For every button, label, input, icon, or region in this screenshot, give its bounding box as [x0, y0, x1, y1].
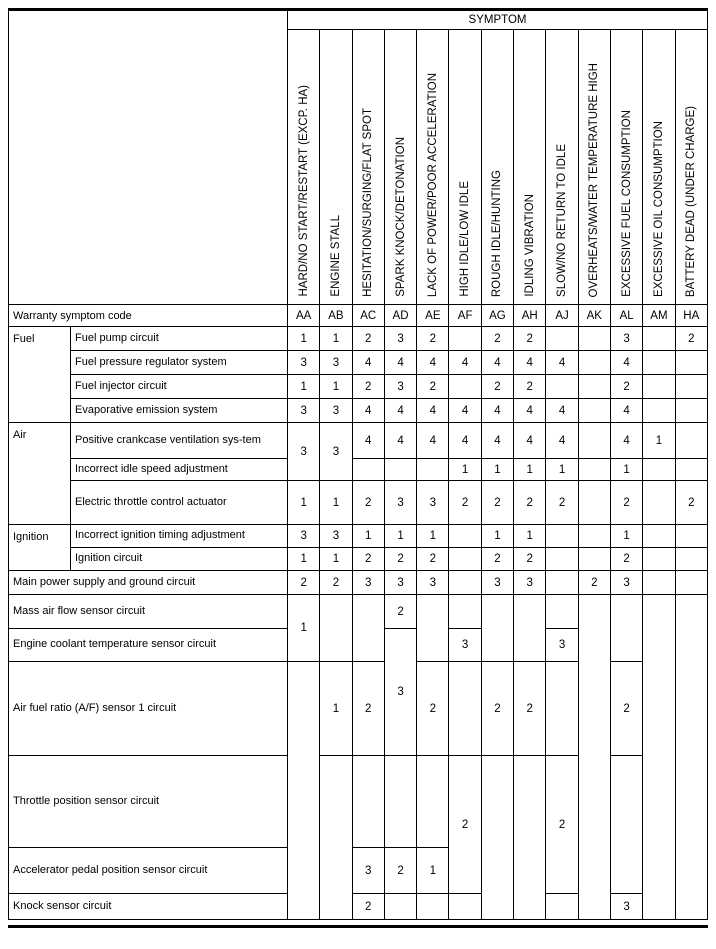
- symptom-code-cell: AD: [384, 305, 416, 327]
- value-cell: 3: [384, 629, 416, 756]
- value-cell: 2: [610, 548, 642, 571]
- page-bottom-rule: [8, 925, 708, 928]
- symptom-column-label: IDLING VIBRATION: [523, 194, 536, 297]
- value-cell: 3: [288, 423, 320, 481]
- value-cell: [675, 399, 707, 423]
- item-label-cell: Throttle position sensor circuit: [9, 756, 288, 848]
- item-label-cell: Ignition circuit: [71, 548, 288, 571]
- value-cell: 4: [481, 423, 513, 459]
- symptom-code-cell: AM: [643, 305, 675, 327]
- value-cell: 1: [288, 327, 320, 351]
- table-row: [9, 571, 708, 595]
- value-cell: [578, 548, 610, 571]
- item-label-cell: Incorrect ignition timing adjustment: [71, 525, 288, 548]
- symptom-column-header: [417, 30, 449, 305]
- value-cell: [578, 351, 610, 375]
- value-cell: 1: [288, 595, 320, 662]
- value-cell: [449, 375, 481, 399]
- value-cell: [675, 375, 707, 399]
- value-cell: [546, 595, 578, 629]
- value-cell: 2: [417, 662, 449, 756]
- value-cell: 2: [320, 571, 352, 595]
- value-cell: 4: [449, 351, 481, 375]
- value-cell: 4: [384, 399, 416, 423]
- value-cell: [546, 571, 578, 595]
- symptom-code-cell: AB: [320, 305, 352, 327]
- value-cell: 2: [481, 548, 513, 571]
- table-row: [9, 351, 708, 375]
- value-cell: [546, 662, 578, 756]
- value-cell: 2: [610, 481, 642, 525]
- value-cell: 4: [546, 351, 578, 375]
- table-row: [9, 525, 708, 548]
- value-cell: [643, 595, 675, 920]
- symptom-code-cell: AJ: [546, 305, 578, 327]
- table-row: [9, 459, 708, 481]
- value-cell: 1: [514, 525, 546, 548]
- value-cell: 3: [384, 375, 416, 399]
- symptom-column-label: HARD/NO START/RESTART (EXCP. HA): [297, 85, 310, 297]
- value-cell: [643, 548, 675, 571]
- value-cell: 4: [546, 399, 578, 423]
- value-cell: 2: [610, 375, 642, 399]
- value-cell: 4: [610, 399, 642, 423]
- value-cell: 3: [514, 571, 546, 595]
- symptom-column-header: [546, 30, 578, 305]
- value-cell: [610, 595, 642, 662]
- item-label-cell: Knock sensor circuit: [9, 894, 288, 920]
- table-row: [9, 305, 708, 327]
- value-cell: [578, 525, 610, 548]
- value-cell: [352, 756, 384, 848]
- item-label-cell: Fuel pump circuit: [71, 327, 288, 351]
- value-cell: [643, 481, 675, 525]
- value-cell: 2: [514, 481, 546, 525]
- value-cell: 3: [288, 525, 320, 548]
- category-cell: Fuel: [9, 327, 71, 423]
- value-cell: 4: [514, 399, 546, 423]
- symptom-column-label: ENGINE STALL: [329, 215, 342, 297]
- symptom-code-cell: AH: [514, 305, 546, 327]
- value-cell: [449, 548, 481, 571]
- value-cell: [546, 894, 578, 920]
- value-cell: 3: [352, 571, 384, 595]
- value-cell: [417, 894, 449, 920]
- table-row: [9, 327, 708, 351]
- value-cell: [643, 571, 675, 595]
- value-cell: [643, 459, 675, 481]
- value-cell: [643, 525, 675, 548]
- table-row: [9, 399, 708, 423]
- item-label-cell: Positive crankcase ventilation sys-tem: [71, 423, 288, 459]
- value-cell: [546, 375, 578, 399]
- value-cell: 2: [384, 548, 416, 571]
- item-label-cell: Fuel injector circuit: [71, 375, 288, 399]
- value-cell: 2: [288, 571, 320, 595]
- symptom-column-label: SLOW/NO RETURN TO IDLE: [555, 144, 568, 297]
- value-cell: [578, 481, 610, 525]
- table-row: [9, 481, 708, 525]
- value-cell: 4: [352, 423, 384, 459]
- value-cell: 4: [546, 423, 578, 459]
- symptom-column-label: HIGH IDLE/LOW IDLE: [459, 181, 472, 297]
- symptom-column-header: [384, 30, 416, 305]
- symptom-code-cell: AK: [578, 305, 610, 327]
- value-cell: 3: [288, 351, 320, 375]
- value-cell: [643, 327, 675, 351]
- value-cell: 1: [481, 525, 513, 548]
- item-label-cell: Air fuel ratio (A/F) sensor 1 circuit: [9, 662, 288, 756]
- value-cell: 4: [481, 399, 513, 423]
- item-label-cell: Incorrect idle speed adjustment: [71, 459, 288, 481]
- value-cell: 1: [417, 525, 449, 548]
- value-cell: 1: [352, 525, 384, 548]
- value-cell: 3: [320, 351, 352, 375]
- item-label-cell: Accelerator pedal position sensor circuit: [9, 848, 288, 894]
- value-cell: [578, 327, 610, 351]
- value-cell: 3: [352, 848, 384, 894]
- value-cell: [578, 423, 610, 459]
- value-cell: 2: [384, 848, 416, 894]
- symptom-code-cell: HA: [675, 305, 707, 327]
- value-cell: [578, 595, 610, 920]
- value-cell: [320, 595, 352, 662]
- value-cell: 3: [288, 399, 320, 423]
- value-cell: 4: [449, 399, 481, 423]
- symptom-column-header: [481, 30, 513, 305]
- value-cell: 1: [288, 375, 320, 399]
- value-cell: 1: [288, 481, 320, 525]
- symptom-column-label: HESITATION/SURGING/FLAT SPOT: [362, 108, 375, 297]
- symptom-column-label: ROUGH IDLE/HUNTING: [491, 169, 504, 297]
- value-cell: 3: [417, 571, 449, 595]
- value-cell: 2: [352, 375, 384, 399]
- value-cell: 4: [514, 423, 546, 459]
- value-cell: 3: [384, 327, 416, 351]
- table-row: [9, 423, 708, 459]
- value-cell: [675, 459, 707, 481]
- value-cell: [320, 756, 352, 920]
- value-cell: [675, 423, 707, 459]
- value-cell: 2: [514, 327, 546, 351]
- value-cell: 4: [514, 351, 546, 375]
- value-cell: [643, 399, 675, 423]
- value-cell: 2: [449, 481, 481, 525]
- value-cell: 2: [514, 375, 546, 399]
- value-cell: 1: [384, 525, 416, 548]
- value-cell: [417, 595, 449, 662]
- symptom-code-cell: AE: [417, 305, 449, 327]
- value-cell: 1: [514, 459, 546, 481]
- value-cell: [514, 756, 546, 920]
- value-cell: 4: [384, 351, 416, 375]
- value-cell: 1: [320, 375, 352, 399]
- value-cell: 1: [320, 662, 352, 756]
- value-cell: 2: [481, 375, 513, 399]
- value-cell: 2: [352, 662, 384, 756]
- value-cell: 3: [320, 423, 352, 481]
- table-row: [9, 548, 708, 571]
- value-cell: 2: [352, 327, 384, 351]
- symptom-column-header: [320, 30, 352, 305]
- warranty-symptom-code-label: Warranty symptom code: [9, 305, 288, 327]
- item-label-cell: Mass air flow sensor circuit: [9, 595, 288, 629]
- symptom-column-header: [675, 30, 707, 305]
- symptom-table-body: [9, 10, 708, 920]
- value-cell: [675, 351, 707, 375]
- value-cell: 1: [643, 423, 675, 459]
- value-cell: 2: [675, 327, 707, 351]
- value-cell: [417, 756, 449, 848]
- value-cell: 3: [417, 481, 449, 525]
- value-cell: 2: [352, 894, 384, 920]
- value-cell: 3: [320, 399, 352, 423]
- item-label-cell: Fuel pressure regulator system: [71, 351, 288, 375]
- value-cell: 4: [417, 351, 449, 375]
- item-label-cell: Main power supply and ground circuit: [9, 571, 288, 595]
- value-cell: 4: [481, 351, 513, 375]
- value-cell: 4: [352, 351, 384, 375]
- value-cell: 3: [610, 327, 642, 351]
- value-cell: [546, 525, 578, 548]
- value-cell: 4: [417, 423, 449, 459]
- service-manual-page: [8, 8, 710, 928]
- value-cell: [449, 662, 481, 756]
- symptom-column-label: SPARK KNOCK/DETONATION: [394, 137, 407, 297]
- symptom-column-header: [610, 30, 642, 305]
- value-cell: [449, 595, 481, 629]
- value-cell: 2: [481, 327, 513, 351]
- symptom-code-cell: AL: [610, 305, 642, 327]
- value-cell: [352, 595, 384, 662]
- item-label-cell: Electric throttle control actuator: [71, 481, 288, 525]
- value-cell: [449, 571, 481, 595]
- value-cell: 1: [546, 459, 578, 481]
- category-cell: Air: [9, 423, 71, 525]
- value-cell: 3: [481, 571, 513, 595]
- value-cell: [352, 459, 384, 481]
- value-cell: [449, 327, 481, 351]
- symptom-column-header: [643, 30, 675, 305]
- value-cell: [514, 595, 546, 662]
- symptom-column-header: [514, 30, 546, 305]
- symptom-diagnosis-table: [8, 8, 708, 920]
- value-cell: 1: [481, 459, 513, 481]
- value-cell: [384, 894, 416, 920]
- value-cell: 1: [320, 548, 352, 571]
- value-cell: 2: [417, 327, 449, 351]
- value-cell: 1: [320, 481, 352, 525]
- value-cell: 1: [610, 525, 642, 548]
- value-cell: 1: [288, 548, 320, 571]
- value-cell: 3: [384, 571, 416, 595]
- value-cell: [417, 459, 449, 481]
- value-cell: 3: [320, 525, 352, 548]
- value-cell: [675, 571, 707, 595]
- value-cell: [578, 375, 610, 399]
- value-cell: 4: [417, 399, 449, 423]
- category-cell: Ignition: [9, 525, 71, 571]
- value-cell: [675, 548, 707, 571]
- table-row: [9, 595, 708, 629]
- value-cell: [384, 756, 416, 848]
- value-cell: [481, 756, 513, 920]
- symptom-column-label: EXCESSIVE FUEL CONSUMPTION: [620, 110, 633, 297]
- value-cell: [675, 525, 707, 548]
- value-cell: 2: [417, 375, 449, 399]
- table-row: [9, 10, 708, 30]
- symptom-column-header: [578, 30, 610, 305]
- value-cell: [643, 375, 675, 399]
- value-cell: 2: [352, 481, 384, 525]
- value-cell: 2: [481, 481, 513, 525]
- corner-cell: [9, 10, 288, 305]
- value-cell: [384, 459, 416, 481]
- value-cell: 2: [675, 481, 707, 525]
- value-cell: 2: [546, 756, 578, 894]
- value-cell: 3: [610, 894, 642, 920]
- item-label-cell: Evaporative emission system: [71, 399, 288, 423]
- symptom-column-label: EXCESSIVE OIL CONSUMPTION: [652, 121, 665, 297]
- item-label-cell: Engine coolant temperature sensor circuit: [9, 629, 288, 662]
- value-cell: 2: [578, 571, 610, 595]
- value-cell: [578, 399, 610, 423]
- value-cell: 3: [610, 571, 642, 595]
- value-cell: 2: [384, 595, 416, 629]
- value-cell: 3: [546, 629, 578, 662]
- value-cell: 2: [514, 548, 546, 571]
- symptom-code-cell: AC: [352, 305, 384, 327]
- value-cell: [643, 351, 675, 375]
- value-cell: 4: [610, 423, 642, 459]
- value-cell: [449, 525, 481, 548]
- symptom-column-header: [352, 30, 384, 305]
- value-cell: 4: [384, 423, 416, 459]
- symptom-code-cell: AF: [449, 305, 481, 327]
- value-cell: 1: [449, 459, 481, 481]
- value-cell: 2: [352, 548, 384, 571]
- symptom-code-cell: AG: [481, 305, 513, 327]
- symptom-column-label: BATTERY DEAD (UNDER CHARGE): [685, 105, 698, 297]
- value-cell: [578, 459, 610, 481]
- value-cell: [481, 595, 513, 662]
- symptom-column-header: [288, 30, 320, 305]
- value-cell: 2: [610, 662, 642, 756]
- value-cell: 4: [352, 399, 384, 423]
- value-cell: 1: [320, 327, 352, 351]
- symptom-column-label: LACK OF POWER/POOR ACCELERATION: [426, 72, 439, 297]
- symptom-column-label: OVERHEATS/WATER TEMPERATURE HIGH: [588, 62, 601, 297]
- value-cell: 2: [514, 662, 546, 756]
- value-cell: 2: [481, 662, 513, 756]
- value-cell: [546, 327, 578, 351]
- value-cell: 4: [610, 351, 642, 375]
- value-cell: 1: [417, 848, 449, 894]
- symptom-column-header: [449, 30, 481, 305]
- value-cell: [546, 548, 578, 571]
- value-cell: 3: [384, 481, 416, 525]
- value-cell: [610, 756, 642, 894]
- symptom-code-cell: AA: [288, 305, 320, 327]
- value-cell: 4: [449, 423, 481, 459]
- value-cell: [288, 662, 320, 920]
- value-cell: [675, 595, 707, 920]
- value-cell: 3: [449, 629, 481, 662]
- table-row: [9, 375, 708, 399]
- symptom-header: SYMPTOM: [288, 10, 708, 30]
- value-cell: 1: [610, 459, 642, 481]
- value-cell: [449, 894, 481, 920]
- value-cell: 2: [417, 548, 449, 571]
- value-cell: 2: [546, 481, 578, 525]
- value-cell: 2: [449, 756, 481, 894]
